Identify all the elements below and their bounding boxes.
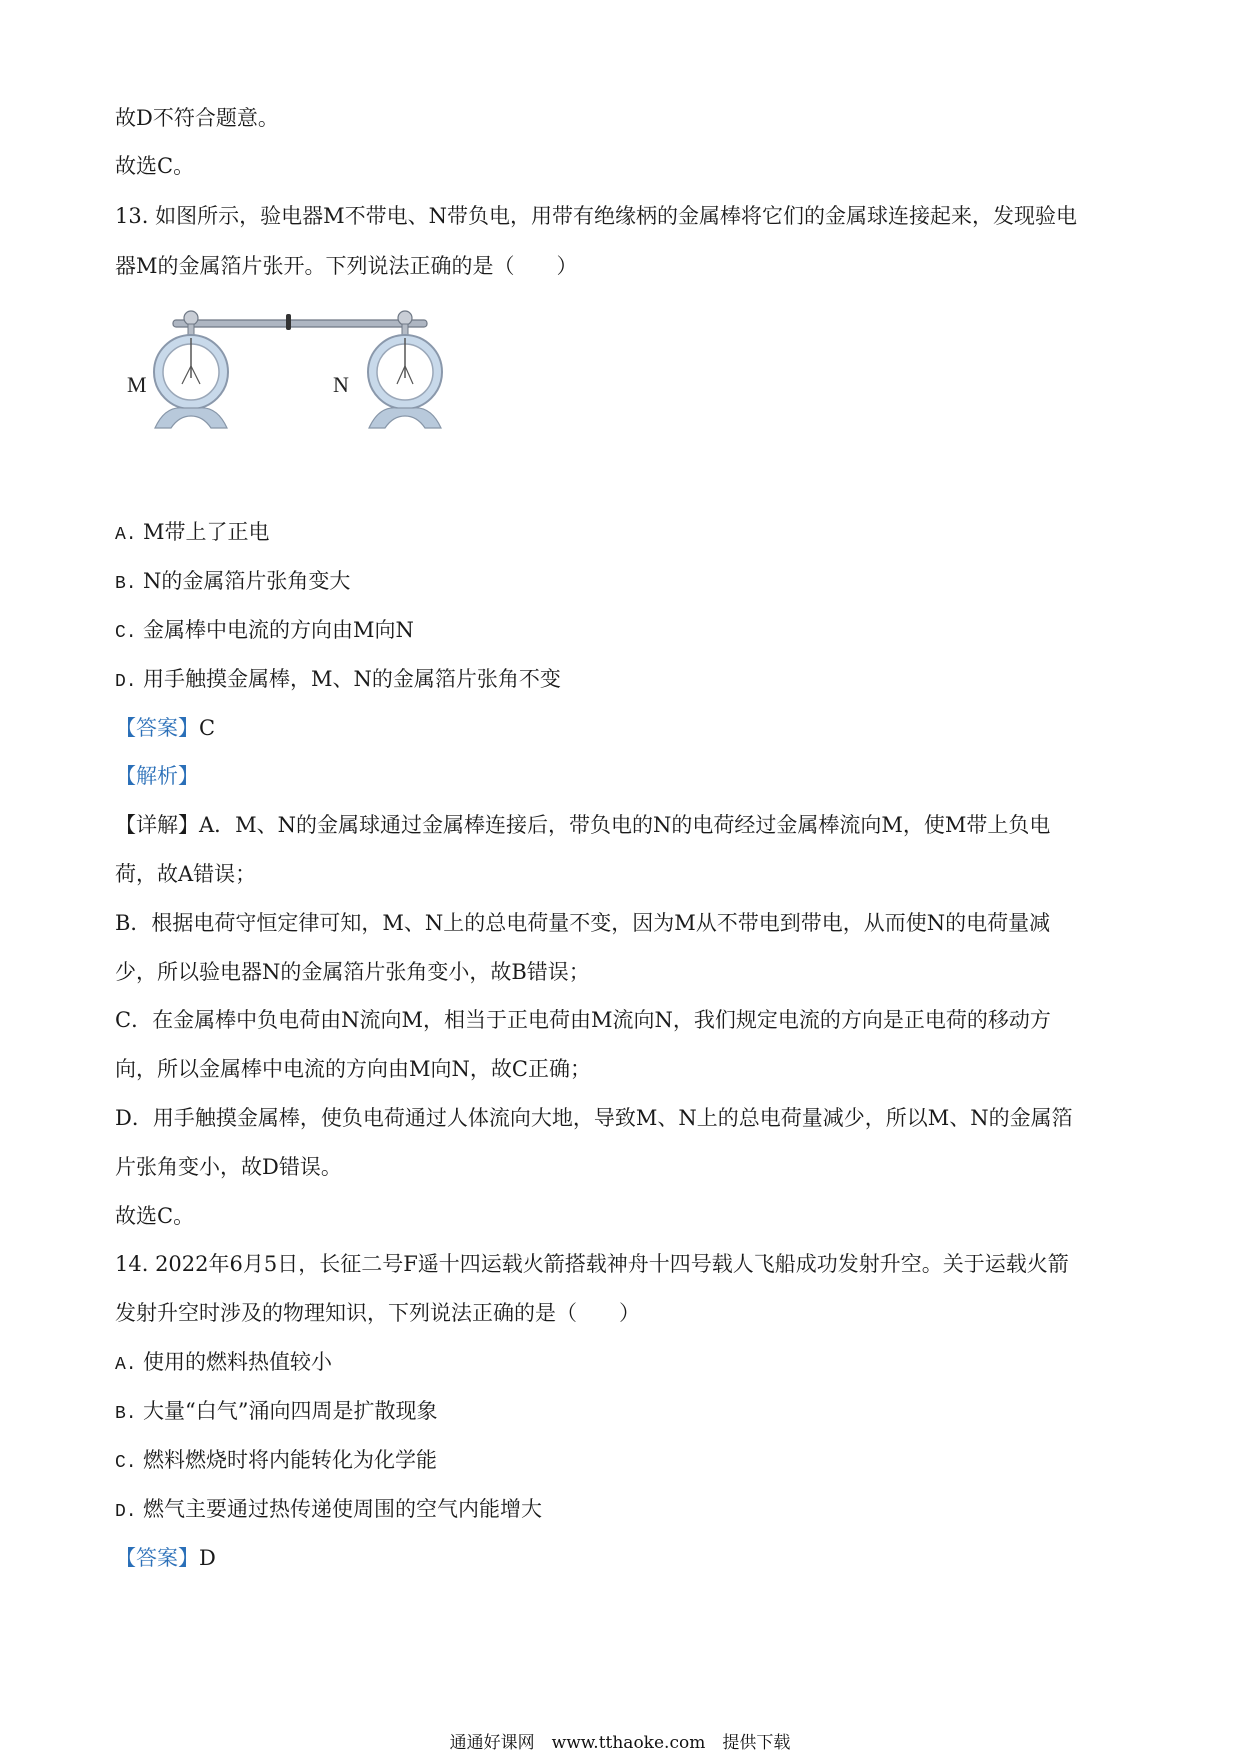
option-c: C. 燃料燃烧时将内能转化为化学能 bbox=[115, 1448, 437, 1473]
question-13-stem-line1: 13. 如图所示，验电器M不带电、N带负电，用带有绝缘柄的金属棒将它们的金属球连接起来，发现验电 bbox=[115, 204, 1077, 228]
electroscope-m bbox=[154, 311, 228, 428]
text-line: 故选C。 bbox=[115, 154, 195, 178]
answer-line: 【答案】C bbox=[115, 716, 216, 740]
analysis-heading: 【解析】 bbox=[115, 764, 199, 788]
detail-d-line2: 片张角变小，故D错误。 bbox=[115, 1155, 342, 1179]
option-b: B. N的金属箔片张角变大 bbox=[115, 569, 351, 594]
electroscope-n bbox=[368, 311, 442, 428]
option-a: A. 使用的燃料热值较小 bbox=[115, 1350, 332, 1375]
metal-rod bbox=[173, 320, 427, 327]
option-a: A. M带上了正电 bbox=[115, 520, 270, 545]
option-b: B. 大量“白气”涌向四周是扩散现象 bbox=[115, 1399, 438, 1424]
question-13-stem-line2: 器M的金属箔片张开。下列说法正确的是（ ） bbox=[115, 254, 578, 278]
detail-a-line1: 【详解】A．M、N的金属球通过金属棒连接后，带负电的N的电荷经过金属棒流向M，使M带上负电 bbox=[115, 813, 1051, 837]
question-14-stem-line1: 14. 2022年6月5日，长征二号F遥十四运载火箭搭载神舟十四号载人飞船成功发射升空。关于运载火箭 bbox=[115, 1252, 1069, 1276]
page-footer: 通通好课网 www.tthaoke.com 提供下载 bbox=[449, 1733, 791, 1753]
insulated-handle bbox=[286, 314, 291, 330]
detail-b-line2: 少，所以验电器N的金属箔片张角变小，故B错误； bbox=[115, 960, 590, 984]
option-c: C. 金属棒中电流的方向由M向N bbox=[115, 618, 414, 643]
detail-b-line1: B．根据电荷守恒定律可知，M、N上的总电荷量不变，因为M从不带电到带电，从而使N的电荷量减 bbox=[115, 911, 1051, 935]
answer-line: 【答案】D bbox=[115, 1546, 216, 1570]
text-line: 故D不符合题意。 bbox=[115, 106, 279, 130]
label-m: M bbox=[127, 372, 147, 397]
detail-a-line2: 荷，故A错误； bbox=[115, 862, 257, 886]
question-14-stem-line2: 发射升空时涉及的物理知识，下列说法正确的是（ ） bbox=[115, 1301, 640, 1325]
option-d: D. 燃气主要通过热传递使周围的空气内能增大 bbox=[115, 1497, 542, 1522]
option-d: D. 用手触摸金属棒，M、N的金属箔片张角不变 bbox=[115, 667, 561, 692]
detail-d-line1: D．用手触摸金属棒，使负电荷通过人体流向大地，导致M、N上的总电荷量减少，所以M、N的金属箔 bbox=[115, 1106, 1073, 1130]
detail-conclusion: 故选C。 bbox=[115, 1204, 195, 1228]
detail-c-line2: 向，所以金属棒中电流的方向由M向N，故C正确； bbox=[115, 1057, 591, 1081]
detail-c-line1: C．在金属棒中负电荷由N流向M，相当于正电荷由M流向N，我们规定电流的方向是正电荷的移动方 bbox=[115, 1008, 1051, 1032]
electroscope-figure bbox=[115, 308, 450, 438]
label-n: N bbox=[333, 372, 349, 397]
